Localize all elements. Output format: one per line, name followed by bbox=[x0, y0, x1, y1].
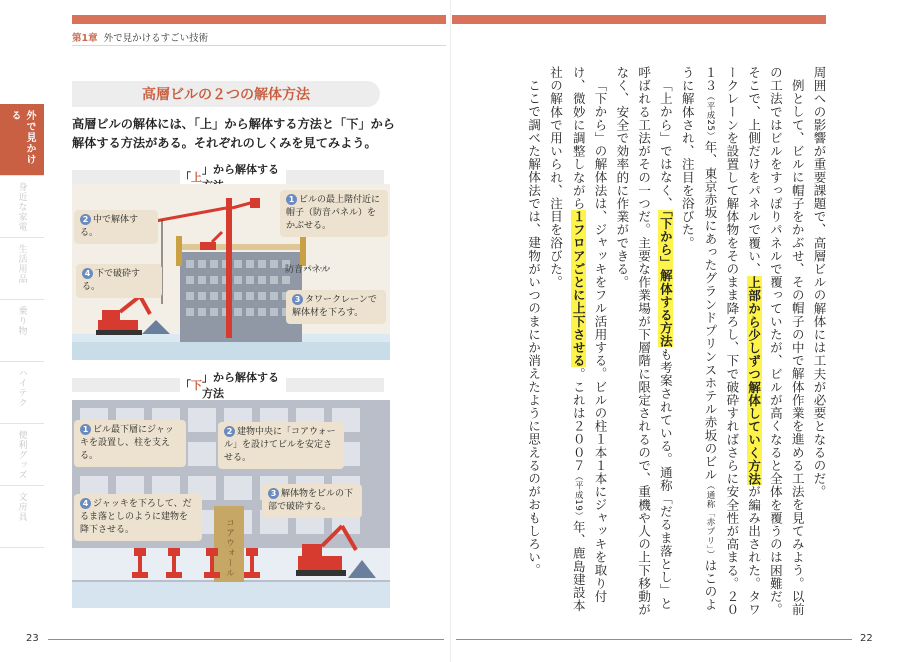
side-tab-stationery[interactable] bbox=[0, 486, 44, 548]
intro-text: 高層ビルの解体には、「上」から解体する方法と「下」から解体する方法がある。それぞれのしくみを見てみよう。 bbox=[72, 117, 395, 150]
side-tab-appliances[interactable] bbox=[0, 176, 44, 238]
page-gutter bbox=[450, 0, 451, 662]
side-tab-label: 乗り物 bbox=[16, 306, 27, 336]
paragraph bbox=[676, 66, 808, 618]
side-tab-label: 便利グッズ bbox=[16, 430, 27, 480]
top-callout-2 bbox=[74, 210, 158, 244]
paragraph bbox=[545, 66, 611, 618]
step-badge: 2 bbox=[224, 426, 235, 437]
bottom-callout-4 bbox=[74, 494, 202, 541]
top-callout-4-text: 下で破砕する。 bbox=[82, 269, 141, 292]
side-tab-label: 外で見かける bbox=[9, 110, 35, 165]
top-callout-2-text: 中で解体する。 bbox=[80, 215, 139, 238]
bottom-callout-1-text: ビル最下層にジャッキを設置し、柱を支える。 bbox=[80, 425, 174, 461]
side-tab-vehicles[interactable] bbox=[0, 300, 44, 362]
text-run: 「下から」の解体法は、ジャッキをフル活用する。ビルの柱１本１本にジャッキを取り付け、微妙に調整しながら bbox=[571, 66, 609, 603]
top-callout-1 bbox=[280, 190, 388, 237]
body-text-vertical bbox=[523, 66, 830, 618]
top-callout-3-text: タワークレーンで解体材を下ろす。 bbox=[292, 295, 377, 318]
side-tab-label: 生活用品 bbox=[16, 244, 27, 284]
text-run: 年、東京赤坂にあったグランドプリンスホテル赤坂のビル bbox=[703, 140, 719, 482]
footer-rule-right bbox=[456, 639, 852, 640]
side-tab-label: 身近な家電 bbox=[16, 182, 27, 232]
figure-bottom-illustration bbox=[72, 400, 390, 608]
highlight-text: １フロアごとに上下させる bbox=[571, 210, 587, 368]
side-tab-label: ハイテク bbox=[16, 368, 27, 408]
figure-bottom-title-rest: 」から解体する方法 bbox=[202, 370, 279, 400]
top-band-right bbox=[452, 15, 826, 24]
figure-top-title-rest: 」から解体する bbox=[202, 162, 279, 176]
figure-bottom-key: 下 bbox=[191, 378, 202, 392]
step-badge: 1 bbox=[286, 194, 297, 205]
paragraph bbox=[611, 66, 676, 618]
text-run: 「上から」ではなく、 bbox=[658, 78, 674, 210]
chapter-title: 外で見かけるすごい技術 bbox=[103, 33, 209, 44]
side-tab-hightech[interactable] bbox=[0, 362, 44, 424]
bottom-callout-3 bbox=[262, 484, 362, 518]
side-tab-outdoor[interactable] bbox=[0, 104, 44, 176]
quote: 「 bbox=[180, 378, 191, 392]
step-badge: 4 bbox=[82, 268, 93, 279]
figure-top-key: 上 bbox=[191, 170, 202, 184]
text-run: も考案されている。通称「だるま落とし」と呼ばれる工法がその一つだ。主要な作業場が下層階に限定されるので、重機や人の上下移動がなく、安全で効率的に作業ができる。 bbox=[614, 66, 674, 617]
side-index-tabs bbox=[0, 104, 44, 548]
bottom-callout-4-text: ジャッキを下ろして、だるま落としのように建物を降下させる。 bbox=[80, 499, 192, 535]
chapter-number: 第1章 bbox=[72, 33, 98, 44]
footer-rule-left bbox=[48, 639, 444, 640]
figure-top-illustration bbox=[72, 184, 390, 360]
section-title: 高層ビルの２つの解体方法 bbox=[72, 81, 380, 107]
step-badge: 3 bbox=[268, 488, 279, 499]
text-run: 例として、ビルに帽子をかぶせ、その帽子の中で解体作業を進める工法を見てみよう。以前の工法ではビルをすっぽりパネルで覆っていたが、ビルが高くなると全体を覆うのは困難だ。そこで、上側だけをパネルで覆い、 bbox=[746, 66, 806, 617]
era-note: （平成25） bbox=[705, 92, 716, 141]
side-tab-label: 文房具 bbox=[16, 492, 27, 522]
chapter-rule bbox=[72, 45, 446, 46]
core-wall-label: コアウォール bbox=[224, 518, 234, 578]
text-run: はこのように解体され、注目を浴びた。 bbox=[680, 66, 719, 612]
highlight-text: 「下から」解体する方法 bbox=[658, 209, 674, 348]
step-badge: 2 bbox=[80, 214, 91, 225]
quote: 「 bbox=[180, 170, 191, 184]
page-number-right: 22 bbox=[860, 633, 873, 644]
bottom-callout-2 bbox=[218, 422, 344, 469]
step-badge: 4 bbox=[80, 498, 91, 509]
sound-panel-label: 防音パネル bbox=[285, 265, 331, 275]
era-note: （平成19） bbox=[573, 472, 584, 521]
top-callout-4 bbox=[76, 264, 162, 298]
alias-note: （通称「赤プリ」） bbox=[705, 481, 716, 559]
highlight-text: 上部から少しずつ解体していく方法 bbox=[746, 275, 762, 486]
top-band-left bbox=[72, 15, 446, 24]
top-callout-3 bbox=[286, 290, 386, 324]
chapter-header bbox=[72, 30, 208, 44]
figure-bottom-title bbox=[180, 370, 286, 400]
step-badge: 3 bbox=[292, 294, 303, 305]
figure-top-title bbox=[180, 162, 286, 185]
top-callout-1-text: ビルの最上階付近に帽子（防音パネル）をかぶせる。 bbox=[286, 195, 381, 231]
side-tab-daily-goods[interactable] bbox=[0, 238, 44, 300]
bottom-callout-1 bbox=[74, 420, 186, 467]
side-tab-gadgets[interactable] bbox=[0, 424, 44, 486]
step-badge: 1 bbox=[80, 424, 91, 435]
bottom-callout-3-text: 解体物をビルの下部で破砕する。 bbox=[268, 489, 354, 512]
paragraph: ここで調べた解体法では、建物がいつのまにか消えたように思えるのがおもしろい。 bbox=[526, 78, 542, 577]
bottom-callout-2-text: 建物中央に「コアウォール」を設けてビルを安定させる。 bbox=[224, 427, 336, 463]
text-run: 。これは２００７ bbox=[571, 367, 587, 473]
text-run: 年、鹿島建設本社の解体で用いられ、注目を浴びた。 bbox=[548, 66, 587, 613]
text-run: が編み出された。タワークレーンを設置して解体物をそのまま降ろし、下で破砕すればさらに安全性が高まる。２０１３ bbox=[703, 66, 762, 617]
paragraph: 周囲への影響が重要課題で、高層ビルの解体には工夫が必要となるのだ。 bbox=[812, 66, 827, 499]
page-number-left: 23 bbox=[26, 633, 39, 644]
